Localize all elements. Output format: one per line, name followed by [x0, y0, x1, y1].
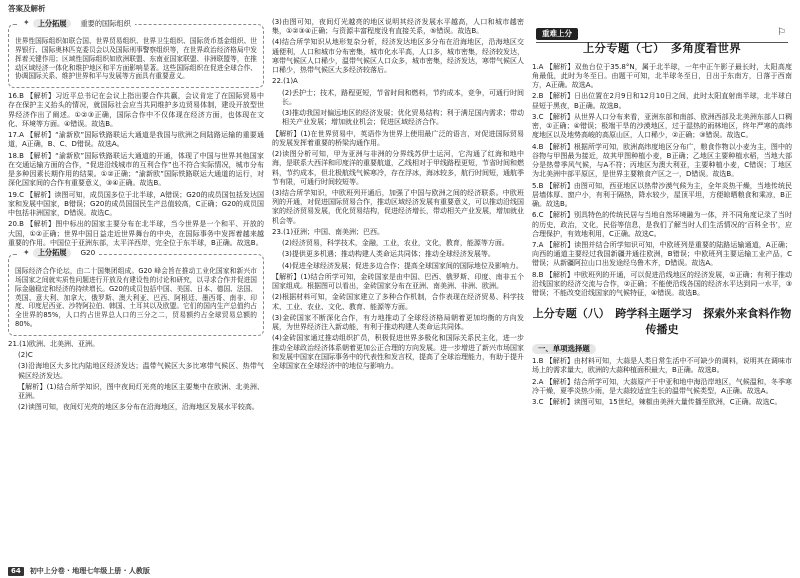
section-title-7: 上分专题（七） 多角度看世界	[582, 42, 742, 55]
box-tag: 上分拓展	[33, 19, 72, 29]
answer-s7-3: 3.C 【解析】从世界人口分布来看，亚洲东部和南部、欧洲西部及北美洲东部人口稠密，①正确；④错误；极端干旱的沙漠地区，过于湿热的雨林地区，终年严寒的高纬度地区以及地势高峻的高原山区，人口稀少，②正确；③错误。故选C。	[532, 112, 792, 140]
box-title	[19, 18, 135, 29]
answer-21-analysis: 【解析】(1)结合所学知识，图中夜间灯光亮的地区主要集中在欧洲、北美洲、亚洲。	[18, 382, 264, 401]
answer-s7-4: 4.B 【解析】根据所学可知，欧洲高纬度地区分布广，粮食作物以小麦为主，图中的谷物与甲图最为接近，故其甲图种植小麦，B正确；乙地区主要种植水稻，当地大部分是热带季风气候，与A不符；丙地区为澳大利亚，主要种植小麦，C错误；丁地区为北美洲中部平原区，是世界主要粮食产区之一，D错误。故选B。	[532, 142, 792, 179]
subsection-pill: 一、单项选择题	[532, 344, 596, 354]
column-middle	[272, 18, 524, 564]
answer-19: 19.C 【解析】读图可知，成员国多位于北半球，A错误；G20的成员国包括发达国家和发展中国家，B错误；G20的成员国国民生产总值较高，C正确；G20的成员国中包括非洲国家，D错误。故选C。	[8, 190, 264, 218]
footer-title: 初中上分卷 · 地理七年级上册 · 人教版	[29, 566, 150, 575]
answer-18: 18.B 【解析】“渝新欧”国际铁路联运大通道的开通，体现了中国与世界其他国家在交通运输方面的合作，“促进沿线城市的互利合作”也不符合实际情况，城市分布是多种因素长期作用的结果。①②正确；“渝新欧”国际铁路联运大通道的运行，对深化国家间的合作有重要意义，③④正确。故选B。	[8, 151, 264, 188]
column-left	[8, 18, 264, 564]
answer-23: 23.(1)亚洲；中国、南美洲；巴西。	[272, 227, 385, 236]
box-subtitle: G20	[80, 248, 96, 258]
answer-23-4: (4)促进全球经济发展；促进多边合作；提高全球国家间的国际地位及影响力。	[282, 261, 523, 270]
box-title	[19, 248, 99, 259]
answer-23-analysis: 【解析】(1)结合所学可知，金砖国家是由中国、巴西、俄罗斯、印度、南非五个国家组成。根据图可以看出，金砖国家分布在亚洲、南美洲、非洲、欧洲。	[272, 272, 524, 291]
answer-23-analysis-3: (3)金砖国家不断深化合作，有力地推动了全球经济格局朝着更加均衡的方向发展，为世界经济注入新动能，有利于推动构建人类命运共同体。	[272, 313, 524, 332]
box-tag: 上分拓展	[33, 248, 72, 258]
answer-23-analysis-4: (4)金砖国家通过推动组织扩员，积极促进世界多极化和国际关系民主化，进一步推动全球政治经济体系朝着更加公正合理的方向发展。进一步增进了新兴市场国家和发展中国家在国际事务中的代表性和发言权，提高了全球治理能力，有助于提升全球国家在全球经济中的地位与影响力。	[272, 334, 524, 370]
page-header: 答案及解析	[8, 4, 46, 13]
answer-22-analysis-3: (3)结合所学知识，中欧班列开通后，加强了中国与欧洲之间的经济联系。中欧班列的开通，对促进国际贸易合作，推动区域经济发展有重要意义，可以推动沿线国家的经济贸易发展，优化贸易结构，促进经济增长，带动相关产业发展，增加就业机会等。	[272, 188, 524, 225]
answer-s7-7: 7.A 【解析】读图并结合所学知识可知，中欧班列是重要的陆路运输通道，A正确；向西的通道主要经过我国新疆并通往欧洲，B错误；中欧班列主要运输工业产品，C错误；从新疆阿拉山口出发途经乌鲁木齐，D错误。故选A。	[532, 241, 792, 268]
box-text: 世界性国际组织如联合国、世界贸易组织、世界卫生组织、国际货币基金组织、世界银行、国际奥林匹克委员会以及国际刑事警察组织等，在世界政治经济格局中发挥着关键作用；区域性国际组织如欧洲联盟、东南亚国家联盟、非洲联盟等，在推动区域经济一体化和维护地区和平方面影响显著。这些国际组织在促进全球合作、协调国际关系、维护世界和平与发展等方面具有重要意义。	[15, 37, 257, 81]
answer-21-2: (2)C	[18, 351, 33, 360]
column-right	[532, 18, 792, 564]
section-title-8: 上分专题（八） 跨学科主题学习 探索外来食料作物传播史	[532, 307, 792, 337]
answer-21-cont: (3)由图可知，夜间灯光越亮的地区说明其经济发展水平越高，人口和城市越密集，①②③④正确；与资源丰富程度没有直接关系，⑤错误。故选B。	[272, 18, 524, 36]
answer-s7-8: 8.B 【解析】中欧班列的开通，可以促进沿线地区的经济发展，①正确；有利于推动沿线国家的经济交流与合作，②正确；不能使沿线各国的经济水平达到同一水平，③错误；不能改变沿线国家的气候特征，④错误。故选B。	[532, 270, 792, 298]
page-number: 64	[8, 567, 24, 576]
answer-21: 21.(1)欧洲、北美洲、亚洲。	[8, 339, 100, 348]
answer-s7-6: 6.C 【解析】别具特色的传统民居与当地自然环境融为一体，并不同角度记录了当时的历史，政治，文化，民俗等信息，是我们了解当时人们生活情况的‘百科全书’，应合理保护，有效地利用，C正确。故选C。	[532, 211, 792, 238]
answer-16: 16.B 【解析】习近平总书记在会议上指出要合作共赢，会议肯定了在国际贸易中存在保护主义抬头的情况，就国际社会应当共同维护多边贸易体制，建设开放型世界经济作出了阐述。①②③正确，国际合作中不仅体现在经济方面，也体现在文化、环境等方面。④错误。故选B。	[8, 92, 264, 128]
star-icon: ✦	[23, 247, 30, 257]
answer-22-analysis: 【解析】(1)在世界贸易中，英语作为世界上使用最广泛的语言，对促进国际贸易的发展发挥着重要的桥梁沟通作用。	[272, 129, 524, 147]
answer-21-cont-2: (4)结合所学知识从地形复杂分析，经济发达地区多分布在沿海地区，沿海地区交通便利，人口和城市分布密集，城市化水平高，人口多，城市密集，经济较发达，寒带气候区人口稀少，温带气候区人口众多，城市密集，经济发达，寒带气候区人口稀少，热带气候区大多经济较落后。	[272, 38, 524, 75]
extension-box-g20	[8, 247, 264, 336]
banner-tab: 重难上分	[536, 28, 578, 40]
answer-17: 17.A 【解析】“渝新欧”国际铁路联运大通道是我国与欧洲之间陆路运输的重要通道，A正确，B、C、D错误。故选A。	[8, 131, 264, 149]
answer-s8-3: 3.C 【解析】读图可知，15世纪，辣椒由美洲大量传播至欧洲，C正确。故选C。	[532, 397, 782, 406]
box-text: 国际经济合作论坛，由二十国集团组成。G20 峰会旨在推动工业化国家和新兴市场国家之间就实质性问题进行开放及有建设性的讨论和研究，以寻求合作并促进国际金融稳定和经济的持续增长。G20的成员包括中国、美国、日本、德国、法国、英国、意大利、加拿大、俄罗斯、澳大利亚、巴西、阿根廷、墨西哥、南非、印度、印度尼西亚、沙特阿拉伯、韩国、土耳其以及欧盟。它们的国内生产总值约占全世界的85%，人口约占世界总人口的三分之二，贸易额约占全球贸易总额的80%。	[15, 266, 257, 329]
answer-21-analysis-2: (2)读图可知，夜间灯光亮的地区多分布在沿海地区，沿海地区发展水平较高。	[18, 403, 259, 412]
box-subtitle: 重要的国际组织	[80, 18, 131, 28]
answer-21-3: (3)沿海地区大多比内陆地区经济发达；温带气候区大多比寒带气候区、热带气候区经济发达。	[18, 362, 264, 380]
star-icon: ✦	[23, 18, 30, 27]
answer-s7-1: 1.A 【解析】双鱼台位于35.8°N，属于北半球，一年中正午影子最长时，太阳高度角最低，此时为冬至日。由题干可知，北半球冬至日，日出于东南方，日落于西南方，A正确。故选A。	[532, 62, 792, 90]
answer-22: 22.(1)A	[272, 77, 298, 86]
answer-s8-2: 2.A 【解析】结合所学可知，大蒜原产于中亚和地中海沿岸地区，气候温和，冬季寒冷干燥，夏季炎热少雨，是大蒜较适宜生长的温带气候类型，A正确。故选A。	[532, 377, 792, 395]
extension-box-organizations	[8, 18, 264, 88]
answer-22-2: (2)丢护士；技术，路程更短，节省时间和燃料，节约成本，竞争，可通行时间长。	[282, 88, 524, 106]
answer-20: 20.B 【解析】图中标出的国家主要分布在北半球，当今世界是一个和平、开放的大国，①②正确；世界中国日益走近世界舞台的中央，在国际事务中发挥着越来越重要的作用。中国位于亚洲东部，太平洋西岸，完全位于东半球，B正确。故选B。	[8, 220, 264, 247]
answer-22-3: (3)推动我国对偏远地区的经济发展；优化贸易结构；利于满足国内需求；带动相关产业发展；增加就业机会；促进区域经济合作。	[282, 109, 524, 127]
answer-23-analysis-2: (2)根据材料可知，金砖国家建立了多种合作机制，合作表现在经济贸易、科学技术、工业、农业、文化、教育、能源等方面。	[272, 293, 524, 311]
answer-s7-2: 2.B 【解析】日出位置在2月9日和12月10日之间，此时太阳直射南半球，北半球白昼短于黑夜，B正确。故选B。	[532, 92, 792, 110]
answer-23-3: (3)提供更多机遇；推动构建人类命运共同体；推动全球经济发展等。	[282, 250, 495, 259]
answer-22-analysis-2: (2)读图分析可知，甲为亚洲与非洲的分界线苏伊士运河，它沟通了红海和地中海，是联系大西洋和印度洋的重要航道，乙线相对于甲线路程更短，节省时间和燃料，节约成本，但北极航线气候寒冷，存在浮冰，海冰较多，航行时间短，通航季节有限，可通行时间较短等。	[272, 150, 524, 186]
page-footer	[8, 567, 150, 576]
answer-s8-1: 1.B 【解析】由材料可知，大蒜是人类日常生活中不可缺少的调料，说明其在调味市场上的需求量大，欧洲的大蒜种植面积最大，B正确。故选B。	[532, 357, 792, 375]
answer-23-2: (2)经济贸易，科学技术，金融，工业，农业，文化，教育，能源等方面。	[282, 239, 509, 248]
answer-s7-5: 5.B 【解析】由图可知，西亚地区以热带沙漠气候为主，全年炎热干燥，当地传统民居墙体厚、窗户小，有利于隔热，降水较少，屋顶平坦，方便晾晒粮食和乘凉，B正确。故选B。	[532, 181, 792, 209]
flag-icon: ⚐	[777, 27, 786, 38]
